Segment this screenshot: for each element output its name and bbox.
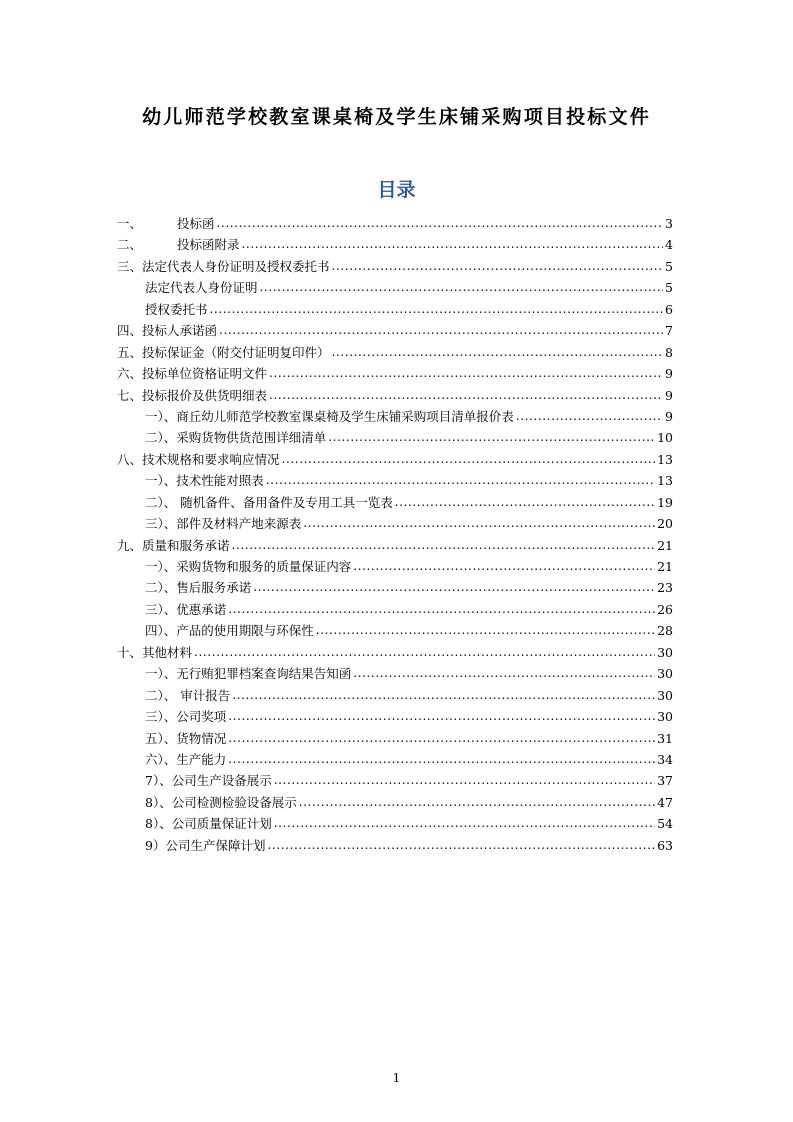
toc-entry[interactable] xyxy=(117,299,673,320)
toc-leader-dots xyxy=(274,812,655,834)
toc-entry-page: 26 xyxy=(657,601,673,617)
toc-entry[interactable] xyxy=(117,492,673,513)
toc-entry-title: 法定代表人身份证明及授权委托书 xyxy=(142,258,330,274)
toc-entry-number: 二、 xyxy=(117,237,143,253)
toc-leader-dots xyxy=(194,641,655,663)
toc-leader-dots xyxy=(282,448,656,470)
toc-entry-page: 4 xyxy=(665,237,673,253)
toc-entry-page: 20 xyxy=(657,516,673,532)
toc-entry-page: 6 xyxy=(665,301,673,317)
toc-entry[interactable] xyxy=(117,213,673,234)
toc-leader-dots xyxy=(228,705,655,727)
toc-entry-title: 三）、优惠承诺 xyxy=(145,601,227,617)
toc-leader-dots xyxy=(219,319,663,341)
toc-entry[interactable] xyxy=(117,620,673,641)
toc-leader-dots xyxy=(242,233,664,255)
toc-entry-page: 28 xyxy=(657,623,673,639)
toc-entry-title: 投标人承诺函 xyxy=(142,323,218,339)
toc-entry[interactable] xyxy=(117,256,673,277)
toc-entry[interactable] xyxy=(117,470,673,491)
toc-entry[interactable] xyxy=(117,599,673,620)
toc-entry[interactable] xyxy=(117,427,673,448)
toc-entry[interactable] xyxy=(117,663,673,684)
toc-entry[interactable] xyxy=(117,749,673,770)
toc-leader-dots xyxy=(253,576,655,598)
toc-entry-number: 六、 xyxy=(117,366,143,382)
toc-leader-dots xyxy=(232,534,656,556)
toc-entry-title: 其他材料 xyxy=(142,644,193,660)
toc-entry-page: 54 xyxy=(657,816,673,832)
toc-entry[interactable] xyxy=(117,792,673,813)
toc-entry-title: 投标保证金（附交付证明复印件） xyxy=(142,344,330,360)
toc-leader-dots xyxy=(395,491,655,513)
toc-leader-dots xyxy=(353,662,655,684)
toc-leader-dots xyxy=(299,791,655,813)
toc-entry-title: 质量和服务承诺 xyxy=(142,537,230,553)
toc-entry-page: 13 xyxy=(657,473,673,489)
toc-entry-page: 7 xyxy=(665,323,673,339)
toc-leader-dots xyxy=(228,598,655,620)
toc-entry-page: 34 xyxy=(657,751,673,767)
toc-entry[interactable] xyxy=(117,449,673,470)
toc-entry[interactable] xyxy=(117,835,673,856)
toc-entry[interactable] xyxy=(117,642,673,663)
toc-entry-page: 13 xyxy=(657,451,673,467)
table-of-contents xyxy=(117,213,673,856)
toc-leader-dots xyxy=(266,469,655,491)
toc-entry-title: 投标函附录 xyxy=(177,237,240,253)
toc-entry-page: 5 xyxy=(665,258,673,274)
toc-entry-title: 9）公司生产保障计划 xyxy=(145,837,266,853)
toc-entry-title: 投标单位资格证明文件 xyxy=(142,366,268,382)
toc-leader-dots xyxy=(228,727,655,749)
toc-entry-page: 19 xyxy=(657,494,673,510)
toc-leader-dots xyxy=(210,298,664,320)
toc-entry-page: 21 xyxy=(657,559,673,574)
toc-entry[interactable] xyxy=(117,320,673,341)
toc-entry[interactable] xyxy=(117,385,673,406)
toc-entry[interactable] xyxy=(117,577,673,598)
toc-entry-page: 21 xyxy=(657,537,673,553)
toc-entry-title: 授权委托书 xyxy=(145,301,208,317)
toc-entry-title: 二）、采购货物供货范围详细清单 xyxy=(145,430,327,446)
toc-entry-page: 63 xyxy=(657,837,673,853)
toc-entry-page: 30 xyxy=(657,644,673,660)
toc-leader-dots xyxy=(232,684,655,706)
toc-entry[interactable] xyxy=(117,234,673,255)
toc-heading: 目录 xyxy=(377,179,416,201)
toc-leader-dots xyxy=(267,834,655,856)
toc-leader-dots xyxy=(332,341,664,363)
toc-entry-page: 9 xyxy=(665,408,673,424)
toc-leader-dots xyxy=(269,384,663,406)
toc-entry-page: 3 xyxy=(665,216,673,231)
toc-entry-title: 一）、采购货物和服务的质量保证内容 xyxy=(145,559,352,574)
toc-entry-number: 十、 xyxy=(117,644,143,660)
toc-entry-title: 一）、技术性能对照表 xyxy=(145,473,264,489)
toc-entry-number: 八、 xyxy=(117,451,143,467)
toc-entry[interactable] xyxy=(117,513,673,534)
toc-entry[interactable] xyxy=(117,813,673,834)
toc-entry-page: 9 xyxy=(665,366,673,382)
toc-entry[interactable] xyxy=(117,728,673,749)
toc-entry-title: 8）、公司检测检验设备展示 xyxy=(145,794,297,810)
toc-entry-page: 47 xyxy=(657,794,673,810)
toc-entry-title: 三）、部件及材料产地来源表 xyxy=(145,516,302,532)
toc-leader-dots xyxy=(260,276,664,298)
toc-entry[interactable] xyxy=(117,770,673,791)
toc-entry-title: 投标报价及供货明细表 xyxy=(142,387,268,403)
toc-entry-number: 七、 xyxy=(117,387,143,403)
toc-entry[interactable] xyxy=(117,706,673,727)
toc-entry-title: 二）、 随机备件、备用备件及专用工具一览表 xyxy=(145,494,393,510)
toc-entry-number: 五、 xyxy=(117,344,143,360)
toc-entry-number: 四、 xyxy=(117,323,143,339)
toc-entry-title: 四）、产品的使用期限与环保性 xyxy=(145,623,314,639)
toc-entry[interactable] xyxy=(117,556,673,577)
page-number: 1 xyxy=(392,1070,401,1085)
toc-entry[interactable] xyxy=(117,342,673,363)
toc-entry-title: 二）、 审计报告 xyxy=(145,687,231,703)
toc-leader-dots xyxy=(303,512,655,534)
toc-entry-page: 8 xyxy=(665,344,673,360)
toc-entry-title: 一）、商丘幼儿师范学校教室课桌椅及学生床铺采购项目清单报价表 xyxy=(145,408,514,424)
toc-entry-number: 一、 xyxy=(117,216,143,231)
toc-entry-page: 30 xyxy=(657,709,673,725)
toc-entry-title: 法定代表人身份证明 xyxy=(145,280,258,296)
toc-entry-page: 23 xyxy=(657,580,673,596)
toc-leader-dots xyxy=(228,748,655,770)
document-title: 幼儿师范学校教室课桌椅及学生床铺采购项目投标文件 xyxy=(142,106,651,128)
toc-entry-title: 7）、公司生产设备展示 xyxy=(145,773,272,789)
toc-entry[interactable] xyxy=(117,406,673,427)
toc-entry-number: 三、 xyxy=(117,258,143,274)
toc-entry-page: 31 xyxy=(657,730,673,746)
toc-leader-dots xyxy=(332,255,664,277)
toc-entry-page: 5 xyxy=(665,280,673,296)
toc-entry-title: 二）、售后服务承诺 xyxy=(145,580,252,596)
toc-entry-page: 9 xyxy=(665,387,673,403)
toc-entry-page: 10 xyxy=(657,430,673,446)
toc-entry-title: 三）、公司奖项 xyxy=(145,709,227,725)
toc-leader-dots xyxy=(274,769,655,791)
toc-leader-dots xyxy=(353,555,655,577)
toc-leader-dots xyxy=(316,619,655,641)
toc-entry-page: 30 xyxy=(657,666,673,682)
toc-leader-dots xyxy=(516,405,663,427)
toc-leader-dots xyxy=(328,426,655,448)
toc-entry-page: 30 xyxy=(657,687,673,703)
toc-entry-title: 六）、生产能力 xyxy=(145,751,227,767)
toc-leader-dots xyxy=(217,212,664,234)
toc-entry[interactable] xyxy=(117,535,673,556)
toc-entry-title: 8）、公司质量保证计划 xyxy=(145,816,272,832)
toc-entry[interactable] xyxy=(117,685,673,706)
toc-entry-title: 一）、无行贿犯罪档案查询结果告知函 xyxy=(145,666,352,682)
toc-entry-title: 技术规格和要求响应情况 xyxy=(142,451,280,467)
toc-entry-title: 投标函 xyxy=(177,216,215,231)
toc-entry[interactable] xyxy=(117,363,673,384)
toc-entry[interactable] xyxy=(117,277,673,298)
toc-entry-title: 五）、货物情况 xyxy=(145,730,227,746)
toc-leader-dots xyxy=(269,362,663,384)
toc-entry-number: 九、 xyxy=(117,537,143,553)
toc-entry-page: 37 xyxy=(657,773,673,789)
